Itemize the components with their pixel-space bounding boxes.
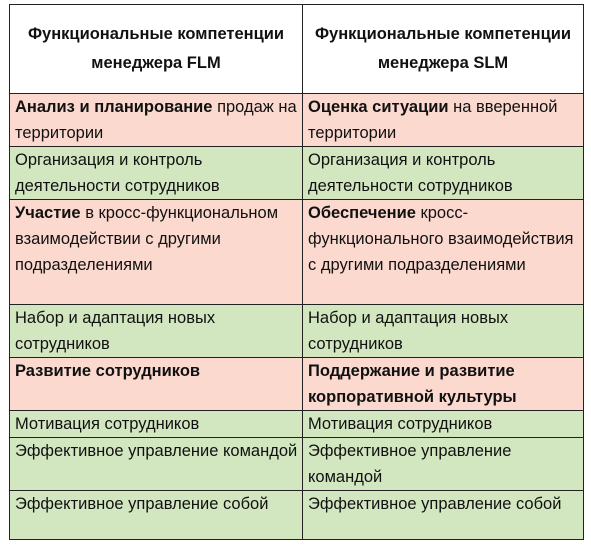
flm-cell xyxy=(10,305,303,358)
flm-column-header: Функциональные компетенции менеджера FLM xyxy=(10,5,303,94)
slm-cell-text: Эффективное управление собой xyxy=(308,495,562,513)
flm-cell xyxy=(10,200,303,305)
slm-cell-text: кросс-функционального взаимодействия с другими подразделениями xyxy=(308,204,574,274)
table-row xyxy=(10,305,584,358)
slm-cell xyxy=(303,94,584,147)
flm-cell xyxy=(10,438,303,491)
table-row xyxy=(10,411,584,438)
slm-cell-bold: Оценка ситуации xyxy=(308,98,449,116)
slm-cell xyxy=(303,305,584,358)
slm-cell xyxy=(303,438,584,491)
slm-cell xyxy=(303,147,584,200)
flm-cell-text: в кросс-функциональном взаимодействии с другими подразделениями xyxy=(15,204,279,274)
slm-cell-text: на вверенной территории xyxy=(308,98,558,142)
flm-cell-text: Эффективное управление командой xyxy=(15,442,298,460)
table-row xyxy=(10,491,584,540)
flm-cell-text: Организация и контроль деятельности сотрудников xyxy=(15,151,220,195)
table-header-row xyxy=(10,5,584,94)
flm-cell-bold: Развитие сотрудников xyxy=(15,362,201,380)
flm-cell-text: продаж на территории xyxy=(15,98,297,142)
flm-cell xyxy=(10,147,303,200)
flm-cell xyxy=(10,94,303,147)
slm-cell-text: Эффективное управление командой xyxy=(308,442,512,486)
flm-cell xyxy=(10,358,303,411)
slm-cell xyxy=(303,411,584,438)
table-row xyxy=(10,358,584,411)
slm-column-header: Функциональные компетенции менеджера SLM xyxy=(303,5,584,94)
table-row xyxy=(10,438,584,491)
competency-comparison-table xyxy=(9,4,584,540)
flm-cell-text: Набор и адаптация новых сотрудников xyxy=(15,309,216,353)
flm-cell-bold: Анализ и планирование xyxy=(15,98,213,116)
slm-cell xyxy=(303,491,584,540)
slm-cell-text: Мотивация сотрудников xyxy=(308,415,493,433)
table-row xyxy=(10,147,584,200)
flm-cell xyxy=(10,491,303,540)
slm-cell-text: Организация и контроль деятельности сотрудников xyxy=(308,151,513,195)
slm-cell-text: Набор и адаптация новых сотрудников xyxy=(308,309,509,353)
flm-cell-text: Мотивация сотрудников xyxy=(15,415,200,433)
flm-cell-bold: Участие xyxy=(15,204,81,222)
table-row xyxy=(10,200,584,305)
flm-cell-text: Эффективное управление собой xyxy=(15,495,269,513)
table-row xyxy=(10,94,584,147)
slm-cell xyxy=(303,200,584,305)
slm-cell xyxy=(303,358,584,411)
slm-cell-bold: Обеспечение xyxy=(308,204,416,222)
flm-cell xyxy=(10,411,303,438)
slm-cell-bold: Поддержание и развитие корпоративной культуры xyxy=(308,362,517,406)
